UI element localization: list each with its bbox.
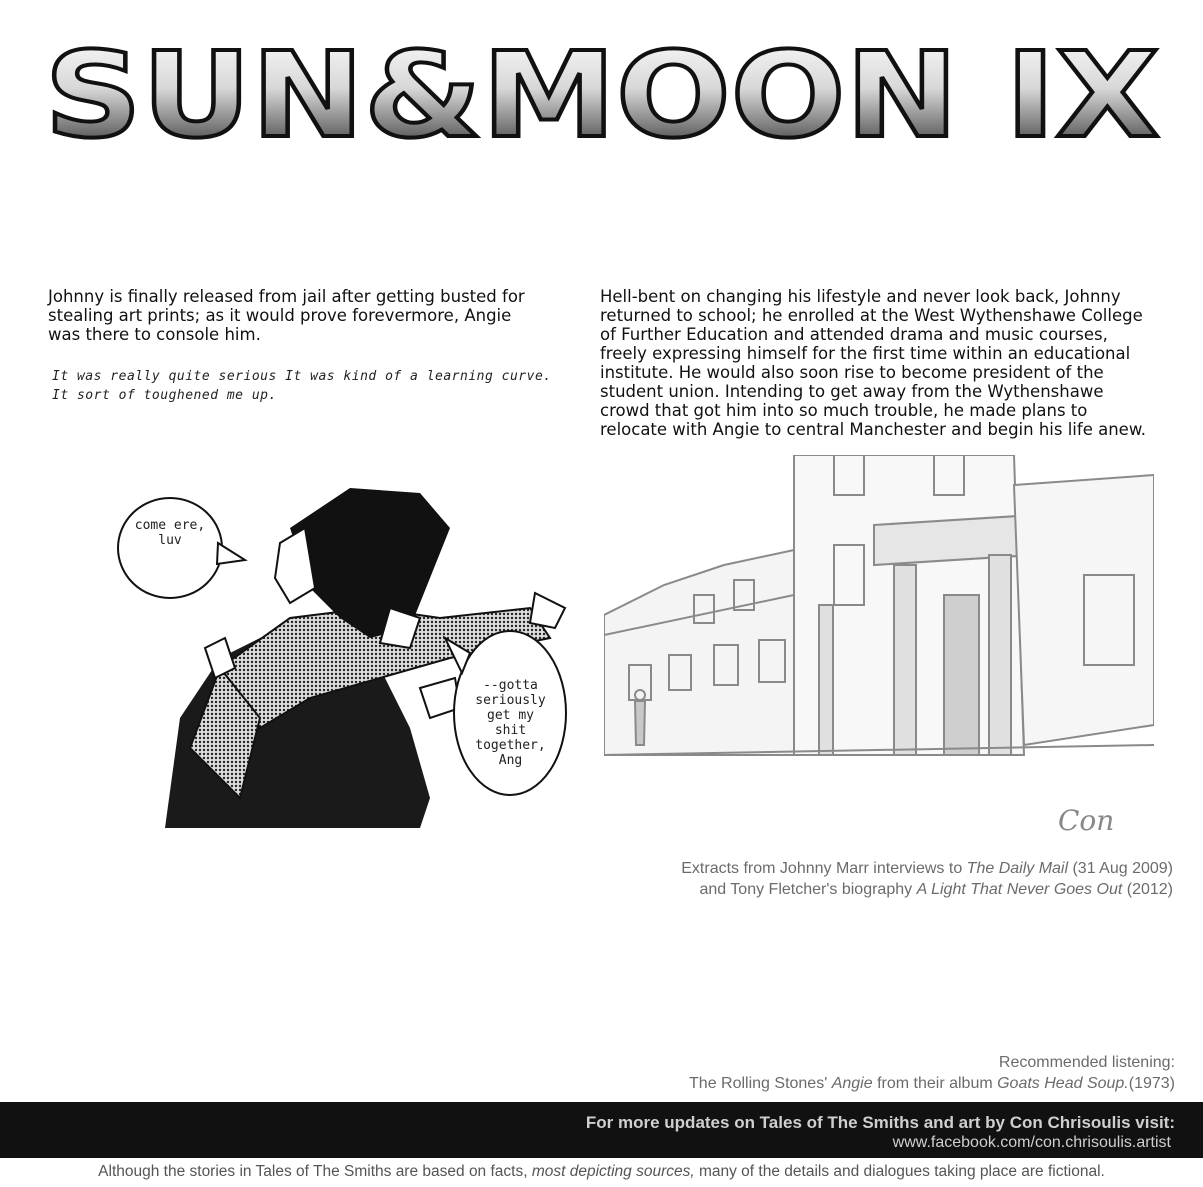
title-text: SUN&MOON IX: [44, 40, 1160, 150]
speech-bubble-left: [125, 518, 215, 548]
quote-line-1: It was really quite serious It was kind of a learning curve.: [52, 369, 552, 384]
quote: [52, 367, 572, 405]
bubble-left-line-1: come ere,: [134, 518, 206, 533]
extracts-line-1: Extracts from Johnny Marr interviews to The Daily Mail (31 Aug 2009): [681, 860, 1173, 877]
speech-bubble-right: [468, 678, 553, 768]
listening-line: The Rolling Stones' Angie from their album Goats Head Soup.(1973): [689, 1075, 1175, 1092]
artist-signature: Con: [1058, 804, 1115, 837]
college-building-illustration: [604, 455, 1154, 795]
bubble-right-line-1: --gotta: [483, 678, 538, 693]
caption-right: Hell-bent on changing his lifestyle and never look back, Johnny returned to school; he enrolled at the West Wythenshawe College of Further Education and attended drama and music courses, freely expressing himself for the first time within an educational institute. He would also soon rise to become president of the student union. Intending to get away from the Wythenshawe crowd that got him into so much trouble, he made plans to relocate with Angie to central Manchester and begin his life anew.: [600, 287, 1147, 439]
facebook-link[interactable]: www.facebook.com/con.chrisoulis.artist: [892, 1134, 1171, 1151]
footer-updates-text: For more updates on Tales of The Smiths and art by Con Chrisoulis visit:: [585, 1113, 1175, 1132]
bubble-right-line-5: Ang: [498, 753, 523, 768]
listening-heading: Recommended listening:: [998, 1054, 1175, 1071]
caption-left: Johnny is finally released from jail after getting busted for stealing art prints; as it would prove forevermore, Angie was there to console him.: [48, 287, 525, 344]
comic-title: [40, 40, 1165, 150]
recommended-listening: [689, 1052, 1175, 1094]
disclaimer: Although the stories in Tales of The Smiths are based on facts, most depicting sources, many of the details and dialogues taking place are fictional.: [98, 1163, 1105, 1180]
bubble-right-line-2: seriously: [475, 693, 546, 708]
extracts-line-2: and Tony Fletcher's biography A Light That Never Goes Out (2012): [699, 881, 1173, 898]
source-credits: [681, 858, 1173, 900]
quote-line-2: It sort of toughened me up.: [52, 388, 277, 403]
bubble-right-line-3: get my shit: [487, 708, 534, 738]
bubble-left-line-2: luv: [158, 533, 182, 548]
bubble-right-line-4: together,: [475, 738, 546, 753]
